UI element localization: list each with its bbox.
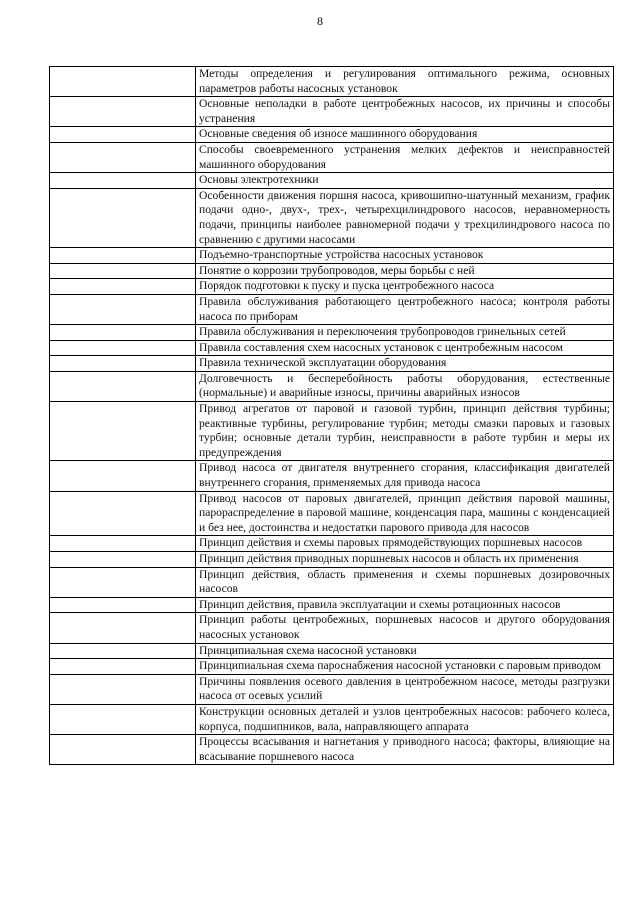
table-row — [50, 597, 614, 613]
empty-left-cell — [50, 491, 196, 536]
knowledge-item-text: Основные сведения об износе машинного оборудования — [199, 127, 478, 141]
knowledge-item-cell — [196, 127, 614, 143]
knowledge-item-cell — [196, 674, 614, 704]
table-row — [50, 325, 614, 341]
table-row — [50, 371, 614, 401]
empty-left-cell — [50, 597, 196, 613]
knowledge-item-text: Причины появления осевого давления в центробежном насосе, методы разгрузки насоса от осевых усилий — [199, 674, 610, 703]
table-row — [50, 127, 614, 143]
knowledge-item-cell — [196, 67, 614, 97]
knowledge-item-text: Долговечность и бесперебойность работы оборудования, естественные (нормальные) и аварийные износы, причины аварийных износов — [199, 371, 610, 400]
empty-left-cell — [50, 142, 196, 172]
knowledge-item-text: Привод агрегатов от паровой и газовой турбин, принцип действия турбины; реактивные турбины, регулирование турбин; методы смазки паровых и газовых турбин; основные детали турбин, неисправности в работе турбин и меры их предупреждения — [199, 402, 610, 459]
table-row — [50, 659, 614, 675]
knowledge-item-text: Конструкции основных деталей и узлов центробежных насосов: рабочего колеса, корпуса, подшипников, вала, направляющего аппарата — [199, 704, 610, 733]
table-row — [50, 674, 614, 704]
empty-left-cell — [50, 97, 196, 127]
table-row — [50, 461, 614, 491]
page-number: 8 — [317, 14, 323, 28]
knowledge-item-text: Принцип действия и схемы паровых прямодействующих поршневых насосов — [199, 536, 583, 550]
knowledge-item-cell — [196, 597, 614, 613]
table-row — [50, 188, 614, 247]
knowledge-item-cell — [196, 340, 614, 356]
knowledge-item-text: Правила технической эксплуатации оборудования — [199, 356, 447, 370]
knowledge-item-cell — [196, 173, 614, 189]
empty-left-cell — [50, 536, 196, 552]
knowledge-item-text: Принцип действия, область применения и схемы поршневых дозировочных насосов — [199, 567, 610, 596]
knowledge-item-text: Принцип работы центробежных, поршневых насосов и другого оборудования насосных установок — [199, 613, 610, 641]
table-row — [50, 643, 614, 659]
empty-left-cell — [50, 371, 196, 401]
table-row — [50, 552, 614, 568]
empty-left-cell — [50, 704, 196, 734]
knowledge-item-cell — [196, 356, 614, 372]
knowledge-item-cell — [196, 461, 614, 491]
knowledge-item-cell — [196, 294, 614, 324]
empty-left-cell — [50, 659, 196, 675]
knowledge-item-text: Правила обслуживания и переключения трубопроводов гринельных сетей — [199, 325, 566, 339]
empty-left-cell — [50, 127, 196, 143]
knowledge-item-text: Порядок подготовки к пуску и пуска центробежного насоса — [199, 279, 495, 293]
table-row — [50, 536, 614, 552]
knowledge-item-cell — [196, 643, 614, 659]
knowledge-item-cell — [196, 142, 614, 172]
knowledge-item-cell — [196, 279, 614, 295]
knowledge-item-text: Подъемно-транспортные устройства насосных установок — [199, 248, 484, 262]
knowledge-item-text: Принципиальная схема насосной установки — [199, 643, 417, 657]
knowledge-item-text: Основные неполадки в работе центробежных насосов, их причины и способы устранения — [199, 97, 610, 125]
knowledge-item-text: Особенности движения поршня насоса, кривошипно-шатунный механизм, график подачи одно-, двух-, трех-, четырехцилиндрового насосов, неравномерность подачи, принципы наиболее равномерной подачи у трехцилиндрового насоса по сравнению с другими насосами — [199, 188, 610, 246]
empty-left-cell — [50, 340, 196, 356]
knowledge-item-cell — [196, 248, 614, 264]
knowledge-item-cell — [196, 735, 614, 765]
knowledge-item-text: Понятие о коррозии трубопроводов, меры борьбы с ней — [199, 263, 475, 277]
table-row — [50, 340, 614, 356]
table-row — [50, 704, 614, 734]
knowledge-item-text: Принцип действия приводных поршневых насосов и область их применения — [199, 552, 579, 565]
table-row — [50, 735, 614, 765]
table-row — [50, 356, 614, 372]
knowledge-item-cell — [196, 371, 614, 401]
knowledge-item-text: Привод насоса от двигателя внутреннего сгорания, классификация двигателей внутреннего сгорания, применяемых для привода насоса — [199, 461, 610, 490]
knowledge-item-cell — [196, 659, 614, 675]
empty-left-cell — [50, 279, 196, 295]
knowledge-item-cell — [196, 491, 614, 536]
empty-left-cell — [50, 173, 196, 189]
knowledge-item-text: Правила обслуживания работающего центробежного насоса; контроля работы насоса по приборам — [199, 294, 610, 323]
knowledge-item-text: Правила составления схем насосных установок с центробежным насосом — [199, 340, 563, 354]
knowledge-item-text: Принцип действия, правила эксплуатации и схемы ротационных насосов — [199, 597, 561, 611]
empty-left-cell — [50, 735, 196, 765]
table-row — [50, 142, 614, 172]
empty-left-cell — [50, 263, 196, 279]
table-row — [50, 402, 614, 461]
table-row — [50, 67, 614, 97]
empty-left-cell — [50, 461, 196, 491]
knowledge-item-text: Принципиальная схема пароснабжения насосной установки с паровым приводом — [199, 659, 601, 673]
knowledge-item-text: Способы своевременного устранения мелких дефектов и неисправностей машинного оборудования — [199, 142, 610, 171]
empty-left-cell — [50, 567, 196, 597]
empty-left-cell — [50, 402, 196, 461]
empty-left-cell — [50, 248, 196, 264]
empty-left-cell — [50, 188, 196, 247]
knowledge-item-cell — [196, 613, 614, 643]
knowledge-item-cell — [196, 536, 614, 552]
empty-left-cell — [50, 325, 196, 341]
knowledge-item-cell — [196, 188, 614, 247]
knowledge-item-text: Привод насосов от паровых двигателей, принцип действия паровой машины, парораспределение в паровой машине, конденсация пара, машины с конденсацией и без нее, достоинства и недостатки парового привода для насосов — [199, 491, 610, 534]
knowledge-item-text: Основы электротехники — [199, 173, 319, 187]
empty-left-cell — [50, 356, 196, 372]
empty-left-cell — [50, 674, 196, 704]
knowledge-item-cell — [196, 402, 614, 461]
table-row — [50, 491, 614, 536]
empty-left-cell — [50, 613, 196, 643]
empty-left-cell — [50, 294, 196, 324]
knowledge-item-text: Процессы всасывания и нагнетания у приводного насоса; факторы, влияющие на всасывание поршневого насоса — [199, 735, 610, 763]
table-row — [50, 263, 614, 279]
empty-left-cell — [50, 67, 196, 97]
empty-left-cell — [50, 552, 196, 568]
knowledge-item-cell — [196, 263, 614, 279]
empty-left-cell — [50, 643, 196, 659]
table-row — [50, 97, 614, 127]
table-row — [50, 248, 614, 264]
table-row — [50, 173, 614, 189]
knowledge-item-cell — [196, 325, 614, 341]
table-row — [50, 567, 614, 597]
table-body — [50, 67, 614, 765]
knowledge-item-cell — [196, 704, 614, 734]
knowledge-item-cell — [196, 97, 614, 127]
knowledge-item-cell — [196, 567, 614, 597]
requirements-table — [49, 66, 614, 765]
knowledge-item-cell — [196, 552, 614, 568]
table-row — [50, 613, 614, 643]
table-row — [50, 279, 614, 295]
table-row — [50, 294, 614, 324]
knowledge-item-text: Методы определения и регулирования оптимального режима, основных параметров работы насосных установок — [199, 67, 610, 95]
